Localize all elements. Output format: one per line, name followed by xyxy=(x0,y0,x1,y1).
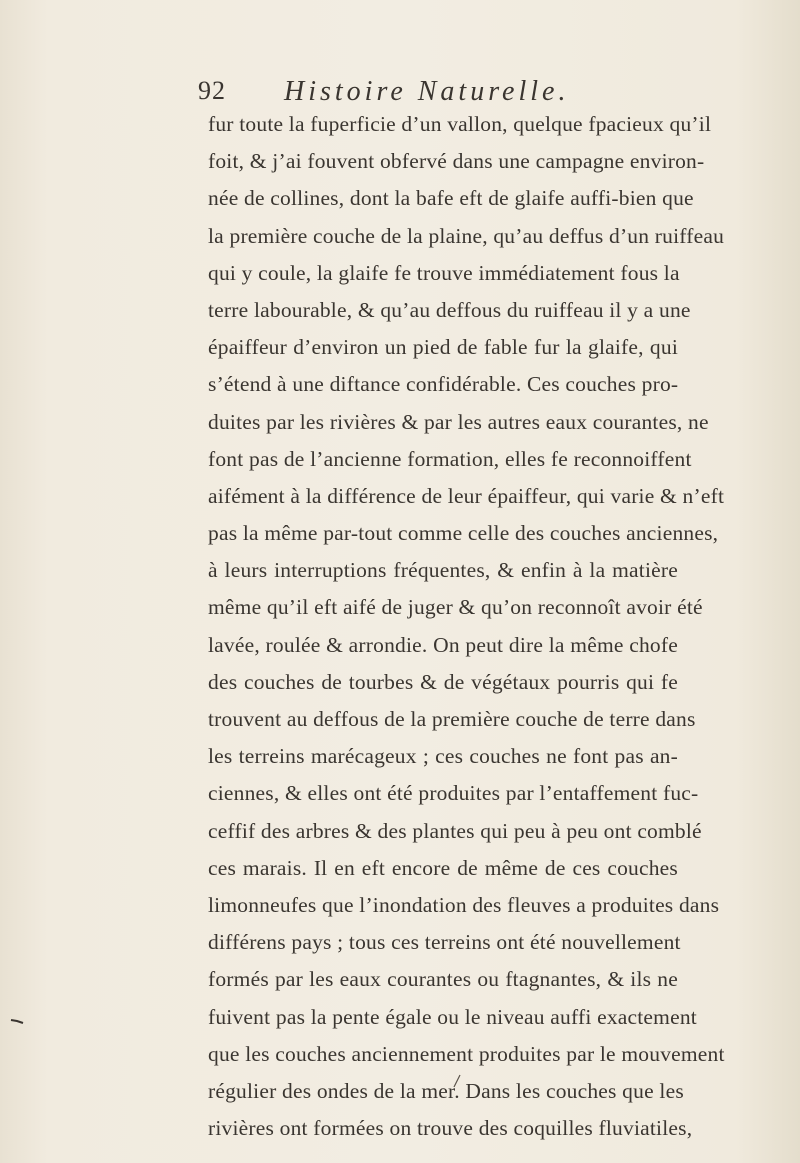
text-line: régulier des ondes de la mer. Dans les couches que les xyxy=(208,1078,684,1103)
text-line: formés par les eaux courantes ou ftagnantes, & ils ne xyxy=(208,967,678,992)
text-line: que les couches anciennement produites par le mouvement xyxy=(208,1041,725,1066)
text-line: ceffif des arbres & des plantes qui peu à peu ont comblé xyxy=(208,818,702,843)
text-line: s’étend à une diftance confidérable. Ces couches pro- xyxy=(208,372,679,397)
stray-stroke-icon xyxy=(452,1074,462,1088)
text-line: trouvent au deffous de la première couche de terre dans xyxy=(208,707,696,731)
text-line: les terreins marécageux ; ces couches ne font pas an- xyxy=(208,744,678,769)
text-line: terre labourable, & qu’au deffous du ruiffeau il y a une xyxy=(208,297,691,322)
text-line: fur toute la fuperficie d’un vallon, quelque fpacieux qu’il xyxy=(208,112,712,136)
text-line: qui y coule, la glaife fe trouve immédiatement fous la xyxy=(208,260,680,285)
text-line: différens pays ; tous ces terreins ont été nouvellement xyxy=(208,930,681,955)
text-line: ciennes, & elles ont été produites par l’entaffement fuc- xyxy=(208,781,699,806)
text-line: ces marais. Il en eft encore de même de ces couches xyxy=(208,855,678,880)
text-line: font pas de l’ancienne formation, elles fe reconnoiffent xyxy=(208,446,692,471)
text-line: épaiffeur d’environ un pied de fable fur la glaife, qui xyxy=(208,335,678,360)
ink-mark-icon xyxy=(10,1018,24,1024)
text-line: rivières ont formées on trouve des coquilles fluviatiles, xyxy=(208,1116,693,1141)
text-line: lavée, roulée & arrondie. On peut dire la même chofe xyxy=(208,632,678,657)
text-line: la première couche de la plaine, qu’au deffus d’un ruiffeau xyxy=(208,223,725,248)
text-line: même qu’il eft aifé de juger & qu’on reconnoît avoir été xyxy=(208,595,703,620)
text-line: des couches de tourbes & de végétaux pourris qui fe xyxy=(208,669,678,694)
text-line: aifément à la différence de leur épaiffeur, qui varie & n’eft xyxy=(208,483,725,508)
text-line: foit, & j’ai fouvent obfervé dans une campagne environ- xyxy=(208,149,705,174)
text-line: née de collines, dont la bafe eft de glaife auffi-bien que xyxy=(208,186,694,211)
text-line: pas la même par-tout comme celle des couches anciennes, xyxy=(208,521,719,546)
text-line: à leurs interruptions fréquentes, & enfin à la matière xyxy=(208,558,678,583)
body-text xyxy=(208,106,725,1147)
running-title: Histoire Naturelle. xyxy=(284,76,570,107)
page-number: 92 xyxy=(198,76,226,105)
text-line: fuivent pas la pente égale ou le niveau auffi exactement xyxy=(208,1004,697,1029)
text-line: limonneufes que l’inondation des fleuves a produites dans xyxy=(208,892,720,917)
text-line: duites par les rivières & par les autres eaux courantes, ne xyxy=(208,409,709,434)
